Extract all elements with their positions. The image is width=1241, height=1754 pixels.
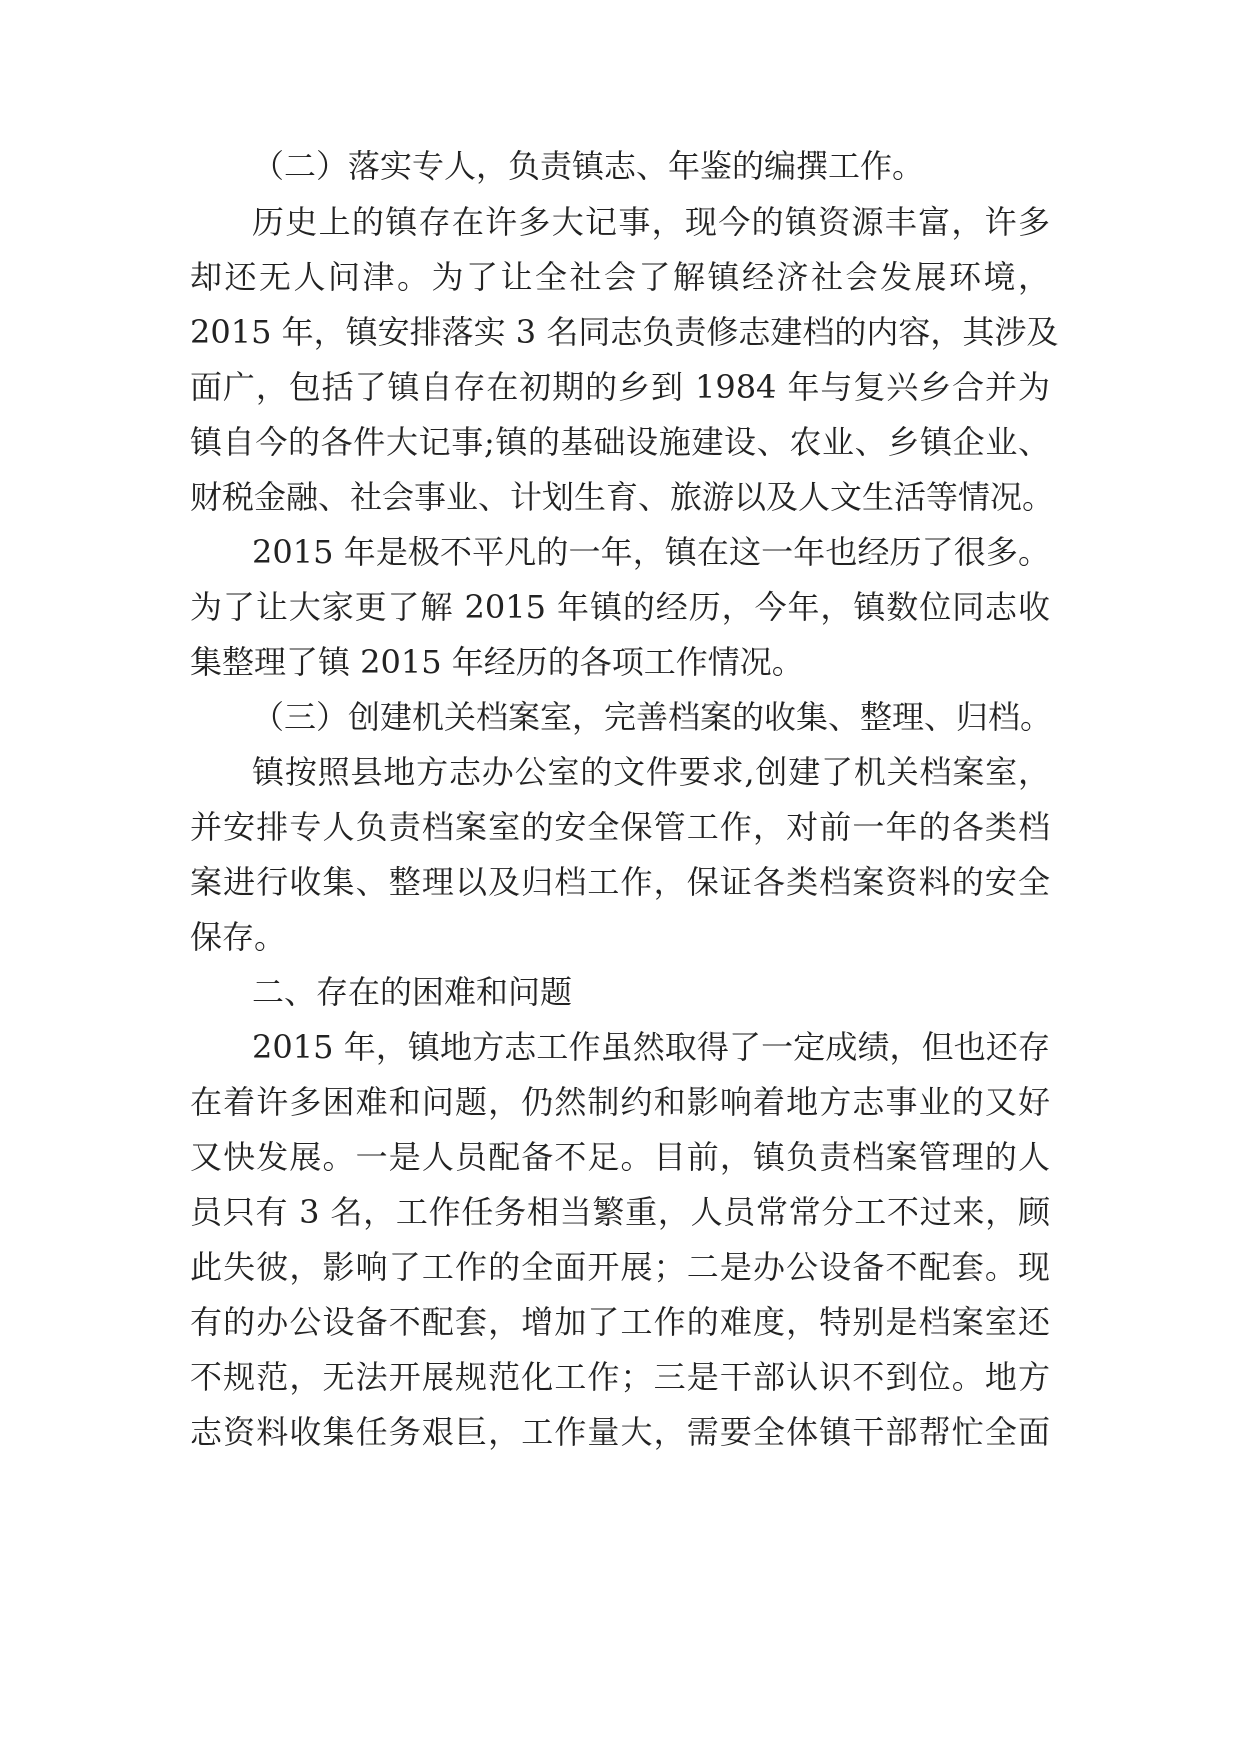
subheading-three: （三）创建机关档案室，完善档案的收集、整理、归档。 [252, 698, 1053, 736]
paragraph-line: 2015 年是极不平凡的一年，镇在这一年也经历了很多。 [252, 533, 1050, 571]
paragraph-line: 镇按照县地方志办公室的文件要求,创建了机关档案室， [252, 753, 1050, 791]
paragraph-line: 案进行收集、整理以及归档工作，保证各类档案资料的安全 [190, 863, 1050, 901]
paragraph-line: 集整理了镇 2015 年经历的各项工作情况。 [190, 643, 804, 681]
paragraph-line: 有的办公设备不配套，增加了工作的难度，特别是档案室还 [190, 1303, 1050, 1341]
paragraph-line: 员只有 3 名，工作任务相当繁重，人员常常分工不过来，顾 [190, 1193, 1050, 1231]
paragraph-line: 面广，包括了镇自存在初期的乡到 1984 年与复兴乡合并为 [190, 368, 1050, 406]
paragraph-line: 在着许多困难和问题，仍然制约和影响着地方志事业的又好 [190, 1083, 1050, 1121]
paragraph-line: 志资料收集任务艰巨，工作量大，需要全体镇干部帮忙全面 [190, 1413, 1050, 1451]
paragraph-line: 历史上的镇存在许多大记事，现今的镇资源丰富，许多 [252, 203, 1050, 241]
paragraph-line: 2015 年，镇地方志工作虽然取得了一定成绩，但也还存 [252, 1028, 1050, 1066]
section-heading: 二、存在的困难和问题 [252, 973, 573, 1011]
paragraph-line: 却还无人问津。为了让全社会了解镇经济社会发展环境， [190, 258, 1050, 296]
paragraph-line: 2015 年，镇安排落实 3 名同志负责修志建档的内容，其涉及 [190, 313, 1059, 351]
paragraph-line: 镇自今的各件大记事;镇的基础设施建设、农业、乡镇企业、 [190, 423, 1050, 461]
paragraph-line: 保存。 [190, 918, 287, 956]
subheading-two: （二）落实专人，负责镇志、年鉴的编撰工作。 [252, 147, 925, 185]
paragraph-line: 不规范，无法开展规范化工作；三是干部认识不到位。地方 [190, 1358, 1050, 1396]
paragraph-line: 为了让大家更了解 2015 年镇的经历，今年，镇数位同志收 [190, 588, 1050, 626]
paragraph-line: 财税金融、社会事业、计划生育、旅游以及人文生活等情况。 [190, 478, 1055, 516]
paragraph-line: 并安排专人负责档案室的安全保管工作，对前一年的各类档 [190, 808, 1050, 846]
paragraph-line: 又快发展。一是人员配备不足。目前，镇负责档案管理的人 [190, 1138, 1050, 1176]
paragraph-line: 此失彼，影响了工作的全面开展；二是办公设备不配套。现 [190, 1248, 1050, 1286]
